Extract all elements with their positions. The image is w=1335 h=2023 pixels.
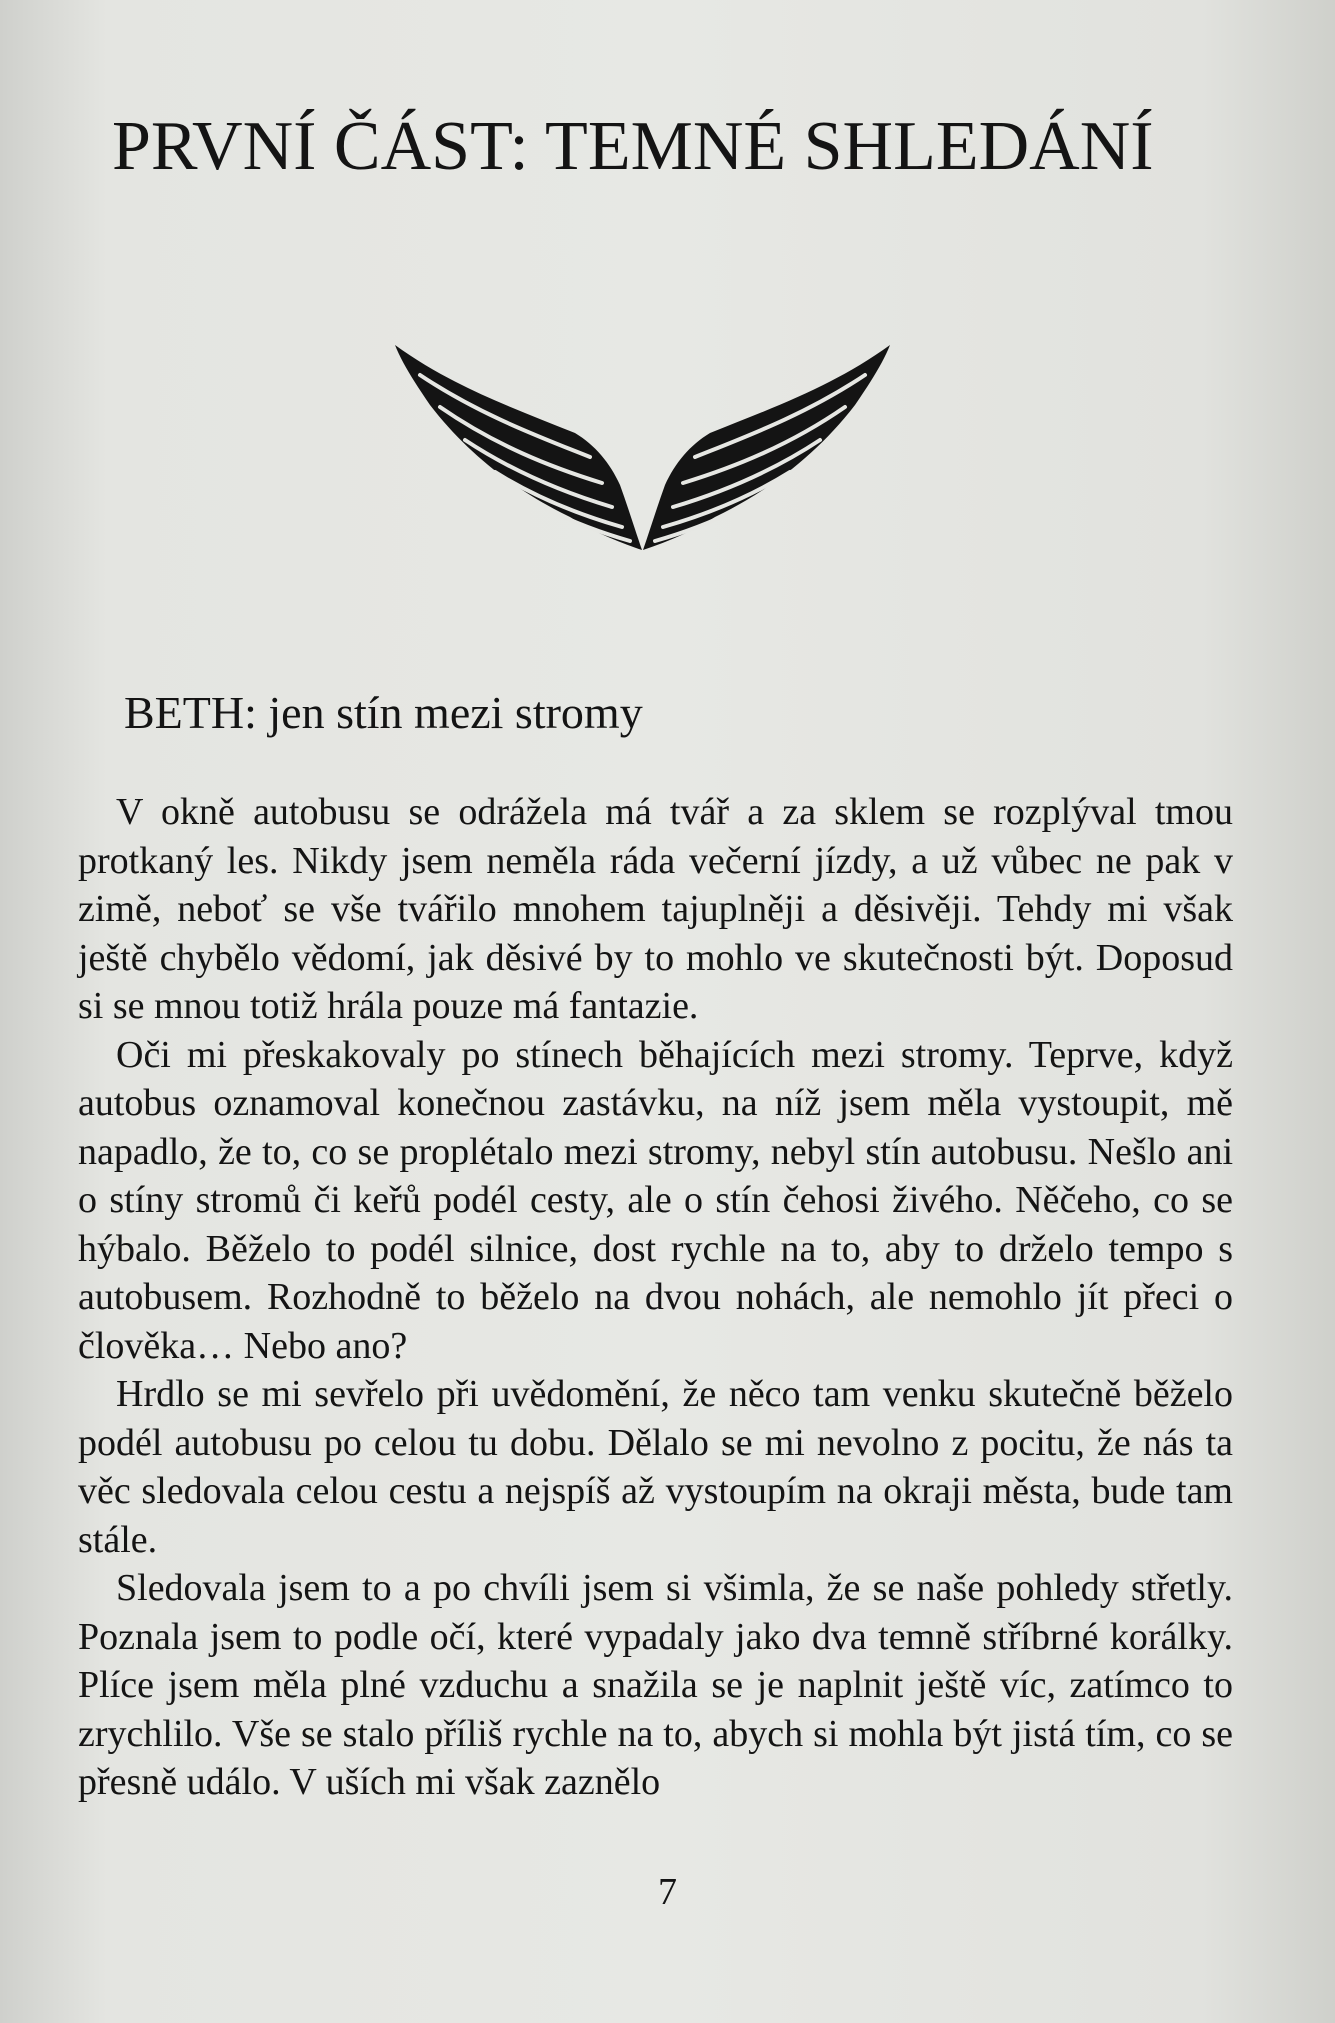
paragraph: Sledovala jsem to a po chvíli jsem si všimla, že se naše pohledy střetly. Poznala jsem to podle očí, které vypadaly jako dva temně stříbrné korálky. Plíce jsem měla plné vzduchu a snažila se je naplnit ještě víc, zatímco to zrychlilo. Vše se stalo příliš rychle na to, abych si mohla být jistá tím, co se přesně událo. V uších mi však zaznělo <box>78 1567 1233 1803</box>
chapter-body <box>78 788 1233 1807</box>
paragraph: Oči mi přeskakovaly po stínech běhajících mezi stromy. Teprve, když autobus oznamoval konečnou zastávku, na níž jsem měla vystoupit, mě napadlo, že to, co se proplétalo mezi stromy, nebyl stín autobusu. Nešlo ani o stíny stromů či keřů podél cesty, ale o stín čehosi živého. Něčeho, co se hýbalo. Běželo to podél silnice, dost rychle na to, aby to drželo tempo s autobusem. Rozhodně to běželo na dvou nohách, ale nemohlo jít přeci o člověka… Nebo ano? <box>78 1033 1233 1367</box>
angel-wings-icon <box>390 345 895 550</box>
page-number: 7 <box>658 1871 677 1913</box>
paragraph: Hrdlo se mi sevřelo při uvědomění, že něco tam venku skutečně běželo podél autobusu po celou tu dobu. Dělalo se mi nevolno z pocitu, že nás ta věc sledovala celou cestu a nejspíš až vystoupím na okraji města, bude tam stále. <box>78 1373 1233 1561</box>
paragraph: V okně autobusu se odrážela má tvář a za sklem se rozplýval tmou protkaný les. Nikdy jsem neměla ráda večerní jízdy, a už vůbec ne pak v zimě, neboť se vše tvářilo mnohem tajuplněji a děsivěji. Tehdy mi však ještě chybělo vědomí, jak děsivé by to mohlo ve skutečnosti být. Doposud si se mnou totiž hrála pouze má fantazie. <box>78 791 1233 1027</box>
chapter-title: BETH: jen stín mezi stromy <box>124 687 643 738</box>
part-title: PRVNÍ ČÁST: TEMNÉ SHLEDÁNÍ <box>112 108 1154 185</box>
